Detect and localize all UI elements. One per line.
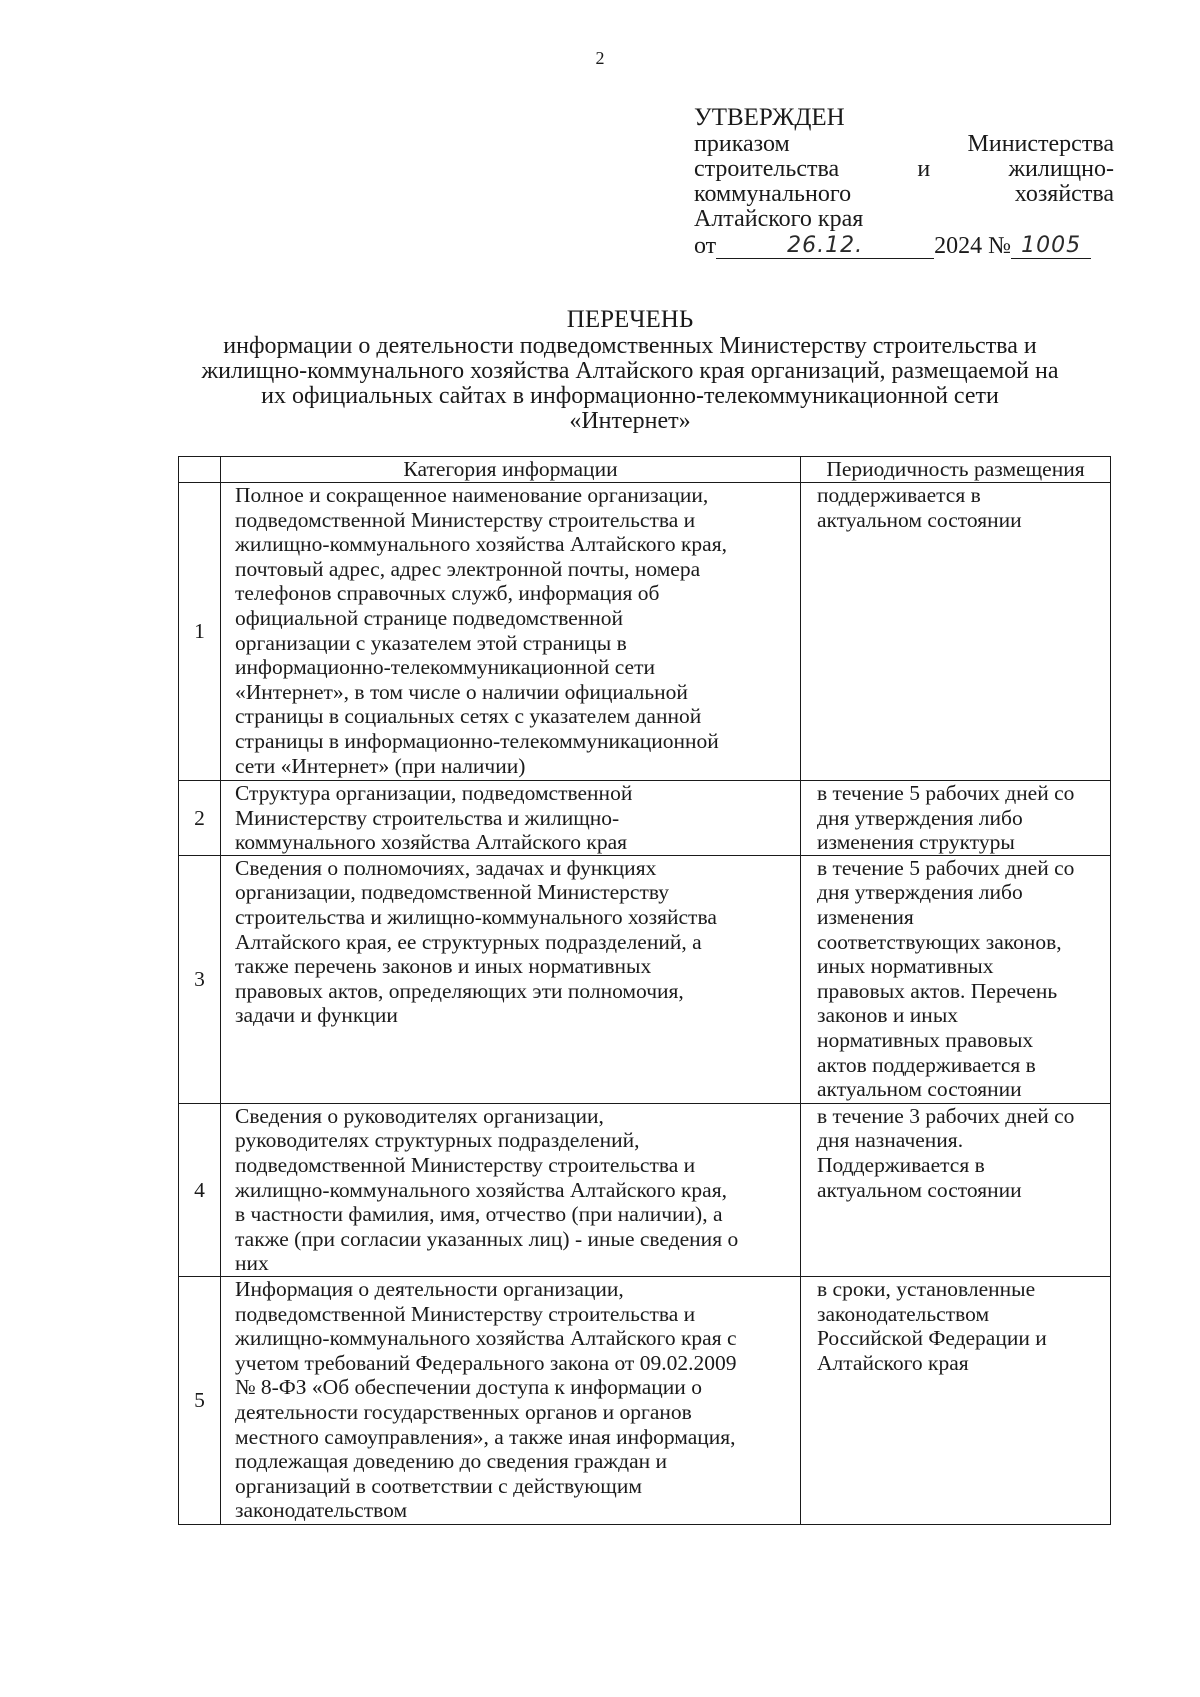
category-text-line: Структура организации, подведомственной — [235, 781, 633, 805]
periodicity-text-line: законов и иных — [817, 1003, 959, 1028]
approval-order-word: приказом — [694, 131, 790, 157]
periodicity-text-line: в течение 5 рабочих дней со — [817, 855, 1075, 880]
category-text-line: жилищно-коммунального хозяйства Алтайского края, — [235, 532, 727, 557]
category-text-line: информационно-телекоммуникационной сети — [235, 655, 655, 680]
category-text-line: Сведения о полномочиях, задачах и функциях — [235, 855, 657, 880]
approval-date-handwritten: 26.12. — [716, 234, 934, 259]
row-number: 2 — [179, 781, 221, 856]
row-category-cell — [221, 1103, 801, 1276]
document-title: ПЕРЕЧЕНЬ — [566, 306, 694, 333]
category-text-line: «Интернет», в том числе о наличии официальной — [235, 679, 688, 704]
periodicity-text-line: иных нормативных — [817, 954, 994, 979]
periodicity-text-line: дня утверждения либо — [817, 880, 1023, 905]
document-title-block — [140, 306, 1120, 434]
row-number: 1 — [179, 483, 221, 781]
category-text-line: правовых актов, определяющих эти полномочия, — [235, 978, 684, 1003]
periodicity-text-line: Алтайского края — [817, 1350, 969, 1375]
category-text-line: руководителях структурных подразделений, — [235, 1128, 640, 1153]
periodicity-text-line: нормативных правовых — [817, 1027, 1034, 1052]
page-number: 2 — [595, 48, 605, 68]
periodicity-text-line: изменения структуры — [817, 830, 1015, 855]
periodicity-text-line: изменения — [817, 904, 914, 929]
approval-and-word: и — [917, 156, 931, 182]
row-category-cell — [221, 855, 801, 1103]
row-periodicity-cell — [801, 855, 1111, 1103]
row-number: 5 — [179, 1276, 221, 1524]
periodicity-text-line: поддерживается в — [817, 483, 981, 507]
category-text-line: организации с указателем этой страницы в — [235, 630, 627, 655]
category-text-line: Алтайского края, ее структурных подразделений, а — [235, 929, 702, 954]
periodicity-text-line: законодательством — [817, 1301, 990, 1326]
row-number: 3 — [179, 855, 221, 1103]
periodicity-text-line: правовых актов. Перечень — [817, 978, 1058, 1003]
category-text-line: деятельности государственных органов и органов — [235, 1399, 692, 1424]
row-periodicity-cell — [801, 781, 1111, 856]
table-header-row — [179, 457, 1111, 483]
periodicity-text-line: соответствующих законов, — [817, 929, 1062, 954]
table-row — [179, 1276, 1111, 1524]
document-subtitle-line: жилищно-коммунального хозяйства Алтайского края организаций, размещаемой на — [201, 358, 1059, 384]
category-text-line: в частности фамилия, имя, отчество (при наличии), а — [235, 1202, 723, 1227]
approval-year-number-label: 2024 № — [934, 233, 1012, 259]
row-periodicity-cell — [801, 1103, 1111, 1276]
row-category-cell — [221, 483, 801, 781]
periodicity-text-line: актов поддерживается в — [817, 1052, 1036, 1077]
category-text-line: Сведения о руководителях организации, — [235, 1103, 604, 1128]
category-text-line: страницы в информационно-телекоммуникационной — [235, 728, 719, 753]
approval-construction-word: строительства — [694, 156, 840, 182]
category-text-line: официальной странице подведомственной — [235, 605, 624, 630]
periodicity-text-line: Российской Федерации и — [817, 1326, 1047, 1351]
category-text-line: телефонов справочных служб, информация об — [235, 581, 660, 606]
periodicity-text-line: дня назначения. — [817, 1128, 964, 1153]
periodicity-text-line: в течение 5 рабочих дней со — [817, 781, 1075, 805]
document-subtitle-line: информации о деятельности подведомственных Министерству строительства и — [223, 333, 1037, 359]
approval-communal-word: коммунального — [694, 181, 852, 207]
approval-order-number-handwritten: 1005 — [1011, 234, 1091, 259]
header-periodicity: Периодичность размещения — [801, 457, 1111, 483]
approval-line-1 — [694, 132, 1114, 157]
approval-line-3 — [694, 182, 1114, 207]
category-text-line: подлежащая доведению до сведения граждан и — [235, 1449, 667, 1474]
table-row — [179, 781, 1111, 856]
category-text-line: подведомственной Министерству строительства и — [235, 507, 696, 532]
approval-economy-word: хозяйства — [1014, 181, 1114, 207]
information-list-table — [178, 456, 1111, 1525]
category-text-line: жилищно-коммунального хозяйства Алтайского края с — [235, 1326, 737, 1351]
header-category: Категория информации — [221, 457, 801, 483]
category-text-line: подведомственной Министерству строительства и — [235, 1152, 696, 1177]
category-text-line: страницы в социальных сетях с указателем данной — [235, 704, 702, 729]
row-number: 4 — [179, 1103, 221, 1276]
header-number — [179, 457, 221, 483]
periodicity-text-line: Поддерживается в — [817, 1152, 985, 1177]
category-text-line: также (при согласии указанных лиц) - иные сведения о — [235, 1226, 739, 1251]
table-row — [179, 855, 1111, 1103]
periodicity-text-line: дня утверждения либо — [817, 805, 1023, 830]
table-body — [179, 483, 1111, 1525]
row-periodicity-cell — [801, 1276, 1111, 1524]
document-subtitle-line: их официальных сайтах в информационно-телекоммуникационной сети — [261, 383, 999, 409]
category-text-line: сети «Интернет» (при наличии) — [235, 753, 526, 778]
category-text-line: Министерству строительства и жилищно- — [235, 805, 620, 830]
category-text-line: также перечень законов и иных нормативных — [235, 954, 652, 979]
table-row — [179, 483, 1111, 781]
row-category-cell — [221, 781, 801, 856]
approval-date-line — [694, 234, 1114, 259]
category-text-line: Полное и сокращенное наименование организации, — [235, 483, 709, 507]
periodicity-text-line: в течение 3 рабочих дней со — [817, 1103, 1075, 1128]
category-text-line: жилищно-коммунального хозяйства Алтайского края, — [235, 1177, 727, 1202]
document-subtitle-line: «Интернет» — [569, 408, 691, 434]
category-text-line: местного самоуправления», а также иная информация, — [235, 1424, 736, 1449]
category-text-line: них — [235, 1251, 269, 1276]
category-text-line: Информация о деятельности организации, — [235, 1276, 624, 1301]
category-text-line: № 8-ФЗ «Об обеспечении доступа к информации о — [235, 1375, 702, 1400]
periodicity-text-line: актуальном состоянии — [817, 507, 1022, 532]
approval-region: Алтайского края — [694, 206, 864, 232]
category-text-line: подведомственной Министерству строительства и — [235, 1301, 696, 1326]
category-text-line: организаций в соответствии с действующим — [235, 1473, 642, 1498]
approval-stamp-block — [694, 104, 1114, 259]
category-text-line: организации, подведомственной Министерству — [235, 880, 670, 905]
category-text-line: учетом требований Федерального закона от 09.02.2009 — [235, 1350, 737, 1375]
periodicity-text-line: актуальном состоянии — [817, 1177, 1022, 1202]
row-category-cell — [221, 1276, 801, 1524]
category-text-line: строительства и жилищно-коммунального хозяйства — [235, 904, 717, 929]
approval-ministry-word: Министерства — [967, 131, 1114, 157]
category-text-line: законодательством — [235, 1498, 408, 1523]
category-text-line: коммунального хозяйства Алтайского края — [235, 830, 628, 855]
category-text-line: почтовый адрес, адрес электронной почты, номера — [235, 556, 701, 581]
table-row — [179, 1103, 1111, 1276]
row-periodicity-cell — [801, 483, 1111, 781]
approval-date-prefix: от — [694, 233, 717, 259]
periodicity-text-line: актуальном состоянии — [817, 1077, 1022, 1102]
approval-line-2 — [694, 157, 1114, 182]
approval-heading: УТВЕРЖДЕН — [694, 104, 845, 131]
category-text-line: задачи и функции — [235, 1003, 398, 1028]
approval-housing-word: жилищно- — [1008, 156, 1114, 182]
periodicity-text-line: в сроки, установленные — [817, 1276, 1036, 1301]
